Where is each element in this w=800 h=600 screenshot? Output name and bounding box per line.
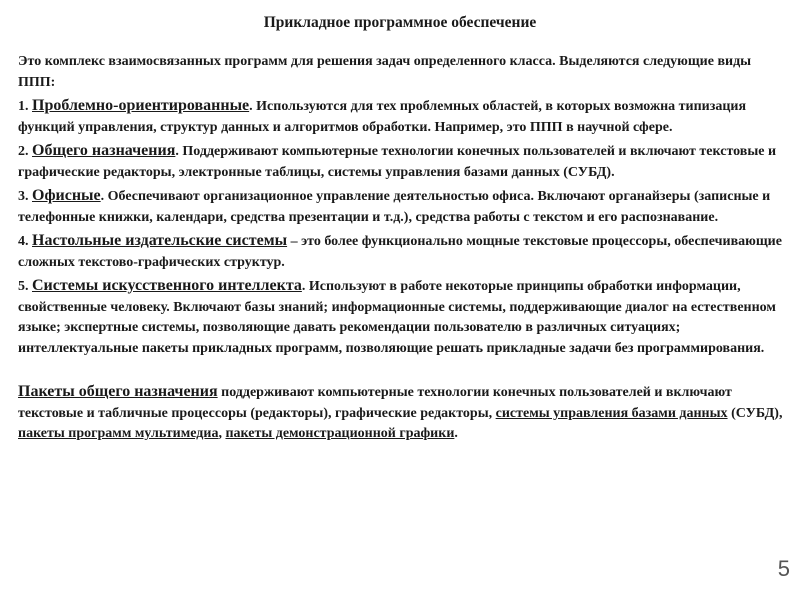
packages-text: поддерживают компьютерные технологии конечных пользователей и включают текстовые и табличные процессоры (редакторы), графические редакторы,	[18, 385, 732, 421]
document-body	[18, 52, 786, 445]
packages-paragraph	[18, 382, 786, 445]
item-number: 2.	[18, 144, 32, 159]
list-item-3	[18, 186, 786, 228]
list-item-1	[18, 96, 786, 138]
packages-text: .	[454, 426, 458, 441]
item-text: . Поддерживают компьютерные технологии конечных пользователей и включают текстовые и графические редакторы, электронные таблицы, системы управления базами данных (СУБД).	[18, 144, 777, 180]
item-term: Общего назначения	[32, 142, 176, 159]
page-number: 5	[777, 556, 790, 581]
item-text: . Используют в работе некоторые принципы обработки информации, свойственные человеку. Включают базы знаний; информационные системы, поддерживающие диалог на естественном языке; экспертные системы, позволяющие давать рекомендации пользователю в различных ситуациях; интеллектуальные пакеты прикладных программ, позволяющие решать прикладные задачи без программирования.	[18, 279, 776, 356]
item-number: 5.	[18, 279, 32, 294]
list-item-5	[18, 276, 786, 359]
item-number: 1.	[18, 99, 32, 114]
page-title: Прикладное программное обеспечение	[263, 14, 537, 31]
item-number: 4.	[18, 234, 32, 249]
list-item-2	[18, 141, 786, 183]
item-text: . Обеспечивают организационное управление деятельностью офиса. Включают органайзеры (записные и телефонные книжки, календари, средства презентации и т.д.), средства работы с текстом и его распознавание.	[18, 189, 771, 225]
item-text: . Используются для тех проблемных областей, в которых возможна типизация функций управления, структур данных и алгоритмов обработки. Например, это ППП в научной сфере.	[18, 99, 747, 135]
link-multimedia[interactable]: пакеты программ мультимедиа	[18, 426, 219, 441]
item-term: Настольные издательские системы	[32, 232, 288, 249]
item-number: 3.	[18, 189, 32, 204]
list-item-4	[18, 231, 786, 273]
intro-paragraph: Это комплекс взаимосвязанных программ для решения задач определенного класса. Выделяются следующие виды ППП:	[18, 54, 752, 90]
packages-term: Пакеты общего назначения	[18, 383, 218, 400]
packages-text: ,	[218, 426, 226, 441]
item-term: Проблемно-ориентированные	[32, 97, 250, 114]
item-term: Системы искусственного интеллекта	[32, 277, 302, 294]
item-text: – это более функционально мощные текстовые процессоры, обеспечивающие сложных текстово-графических структур.	[18, 234, 782, 270]
packages-text: (СУБД),	[727, 405, 783, 421]
link-demo-graphics[interactable]: пакеты демонстрационной графики	[225, 426, 455, 441]
item-term: Офисные	[32, 187, 101, 204]
link-dbms[interactable]: системы управления базами данных	[495, 405, 728, 421]
